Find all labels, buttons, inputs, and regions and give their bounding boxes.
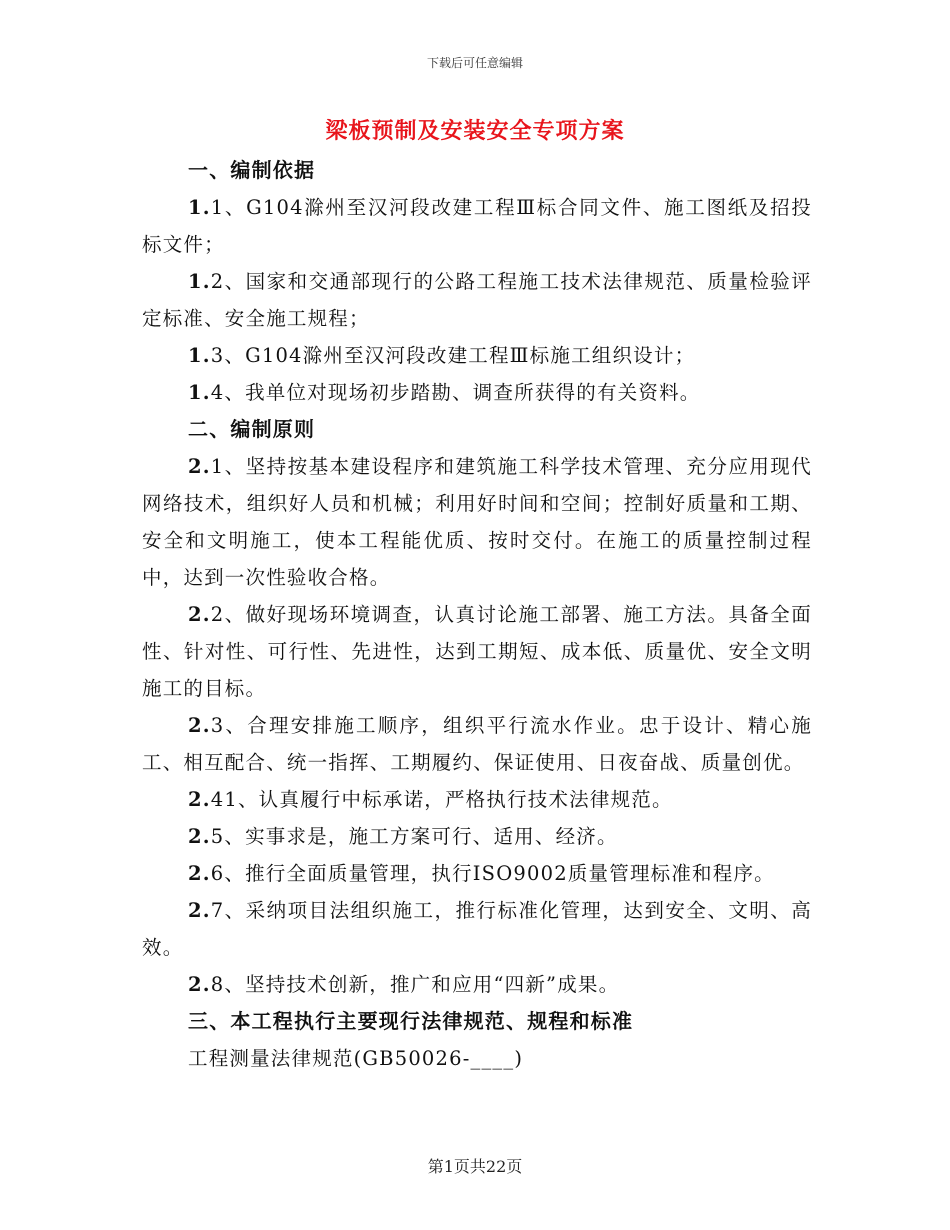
paragraph [142, 781, 812, 818]
document-title: 梁板预制及安装安全专项方案 [325, 118, 625, 144]
clause-number: 2. [188, 973, 211, 996]
header-note: 下载后可任意编辑 [426, 56, 523, 70]
paragraph [142, 596, 812, 707]
section-heading: 一、编制依据 [188, 158, 316, 182]
clause-text: 4、我单位对现场初步踏勘、调查所获得的有关资料。 [210, 381, 701, 404]
paragraph [142, 966, 812, 1003]
clause-text: 41、认真履行中标承诺，严格执行技术法律规范。 [210, 788, 673, 811]
document-body [142, 152, 812, 1077]
clause-text: 2、国家和交通部现行的公路工程施工技术法律规范、质量检验评定标准、安全施工规程； [142, 270, 812, 330]
paragraph [142, 374, 812, 411]
clause-number: 1. [188, 344, 211, 367]
clause-text: 5、实事求是，施工方案可行、适用、经济。 [210, 825, 618, 848]
paragraph [142, 448, 812, 596]
clause-number: 2. [188, 788, 211, 811]
clause-text: 6、推行全面质量管理，执行ISO9002质量管理标准和程序。 [210, 862, 775, 885]
clause-text: 7、采纳项目法组织施工，推行标准化管理，达到安全、文明、高效。 [142, 899, 812, 959]
clause-text: 8、坚持技术创新，推广和应用“四新”成果。 [210, 973, 620, 996]
clause-text: 1、G104滁州至汉河段改建工程Ⅲ标合同文件、施工图纸及招投标文件； [142, 196, 812, 256]
section-heading: 二、编制原则 [188, 417, 316, 441]
clause-number: 1. [188, 196, 211, 219]
clause-number: 2. [188, 455, 211, 478]
clause-text: 3、合理安排施工顺序，组织平行流水作业。忠于设计、精心施工、相互配合、统一指挥、工期履约、保证使用、日夜奋战、质量创优。 [142, 714, 812, 774]
paragraph [142, 263, 812, 337]
paragraph [142, 818, 812, 855]
paragraph [142, 892, 812, 966]
clause-text: 1、坚持按基本建设程序和建筑施工科学技术管理、充分应用现代网络技术，组织好人员和机械；利用好时间和空间；控制好质量和工期、安全和文明施工，使本工程能优质、按时交付。在施工的质量控制过程中，达到一次性验收合格。 [142, 455, 812, 589]
section-heading: 三、本工程执行主要现行法律规范、规程和标准 [188, 1009, 634, 1033]
paragraph [142, 337, 812, 374]
paragraph [142, 855, 812, 892]
clause-number: 2. [188, 899, 211, 922]
clause-number: 2. [188, 603, 211, 626]
page-footer: 第1页共22页 [427, 1157, 523, 1176]
clause-text: 3、G104滁州至汉河段改建工程Ⅲ标施工组织设计； [210, 344, 696, 367]
paragraph [142, 189, 812, 263]
clause-number: 2. [188, 825, 211, 848]
clause-number: 2. [188, 862, 211, 885]
clause-number: 2. [188, 714, 211, 737]
clause-number: 1. [188, 270, 211, 293]
clause-number: 1. [188, 381, 211, 404]
standard-line: 工程测量法律规范(GB50026-____) [188, 1047, 524, 1070]
clause-text: 2、做好现场环境调查，认真讨论施工部署、施工方法。具备全面性、针对性、可行性、先进性，达到工期短、成本低、质量优、安全文明施工的目标。 [142, 603, 812, 700]
paragraph [142, 707, 812, 781]
